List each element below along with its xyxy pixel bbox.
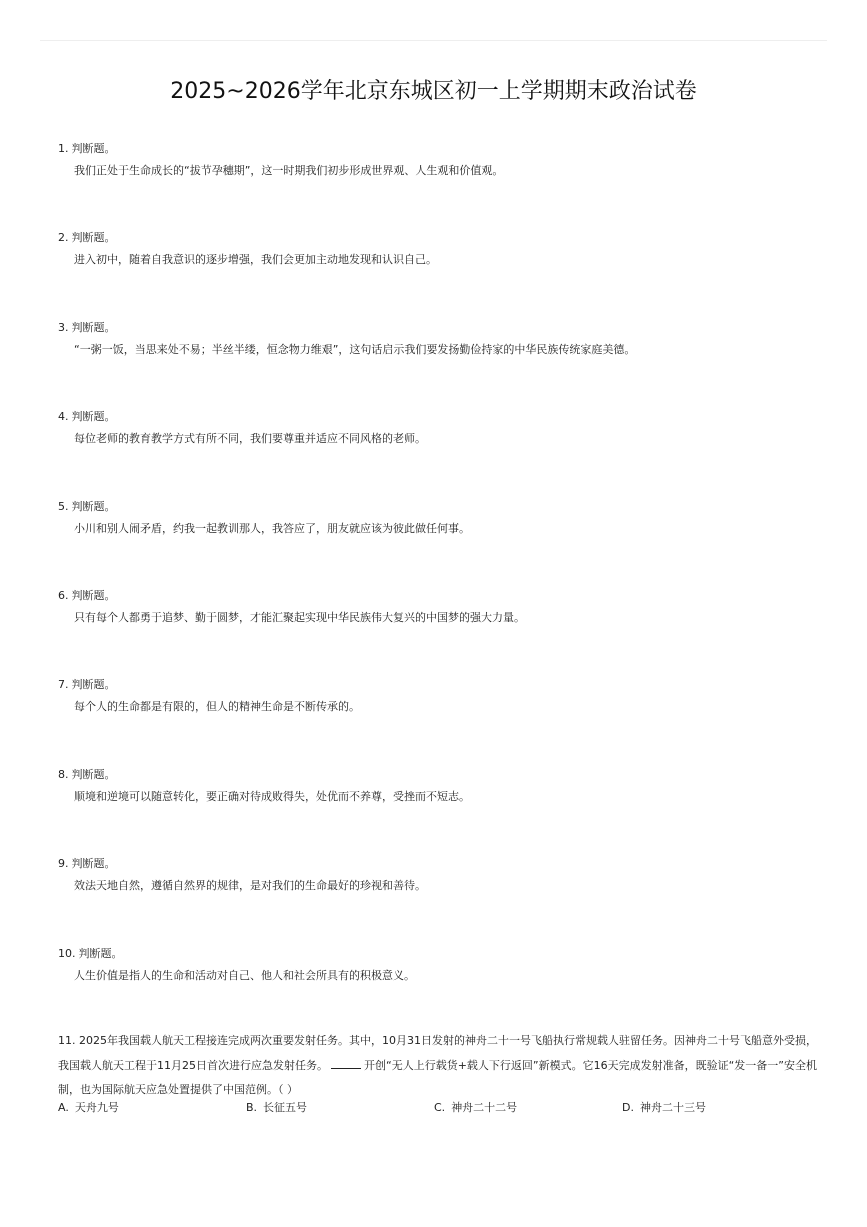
question-statement: 小川和别人闹矛盾，约我一起教训那人，我答应了，朋友就应该为彼此做任何事。 <box>74 522 470 535</box>
question-statement: 每位老师的教育教学方式有所不同，我们要尊重并适应不同风格的老师。 <box>74 432 426 445</box>
question-number: 10. <box>58 947 76 960</box>
question-header <box>58 855 116 871</box>
option-letter: A. <box>58 1101 69 1114</box>
question-number: 1. <box>58 142 69 155</box>
option-text: 神舟二十二号 <box>451 1101 518 1114</box>
question-type: 判断题。 <box>71 678 116 691</box>
question-statement: 进入初中，随着自我意识的逐步增强，我们会更加主动地发现和认识自己。 <box>74 253 437 266</box>
question-statement: “一粥一饭，当思来处不易；半丝半缕，恒念物力维艰”，这句话启示我们要发扬勤俭持家的中华民族传统家庭美德。 <box>74 343 636 356</box>
question-type: 判断题。 <box>71 231 116 244</box>
question-type: 判断题。 <box>71 857 116 870</box>
option-text: 神舟二十三号 <box>639 1101 706 1114</box>
question-number: 11. <box>58 1034 76 1047</box>
question-number: 8. <box>58 768 69 781</box>
question-number: 7. <box>58 678 69 691</box>
question-header <box>58 408 116 424</box>
top-divider <box>40 40 827 41</box>
options-row <box>58 1099 818 1119</box>
option-c[interactable] <box>434 1099 517 1115</box>
question-number: 9. <box>58 857 69 870</box>
option-text: 长征五号 <box>263 1101 308 1114</box>
question-11 <box>58 1029 818 1103</box>
question-statement: 每个人的生命都是有限的，但人的精神生命是不断传承的。 <box>74 700 360 713</box>
question-number: 2. <box>58 231 69 244</box>
question-statement: 我们正处于生命成长的“拔节孕穗期”，这一时期我们初步形成世界观、人生观和价值观。 <box>74 164 504 177</box>
question-number: 4. <box>58 410 69 423</box>
question-statement: 顺境和逆境可以随意转化，要正确对待成败得失，处优而不养尊，受挫而不短志。 <box>74 790 470 803</box>
question-header <box>58 498 116 514</box>
question-type: 判断题。 <box>71 410 116 423</box>
option-d[interactable] <box>622 1099 706 1115</box>
question-statement: 人生价值是指人的生命和活动对自己、他人和社会所具有的积极意义。 <box>74 969 415 982</box>
question-header <box>58 319 116 335</box>
question-number: 3. <box>58 321 69 334</box>
question-type: 判断题。 <box>71 589 116 602</box>
option-text: 天舟九号 <box>74 1101 119 1114</box>
question-header <box>58 140 116 156</box>
question-number: 6. <box>58 589 69 602</box>
answer-blank <box>331 1058 361 1069</box>
question-type: 判断题。 <box>71 321 116 334</box>
question-type: 判断题。 <box>71 142 116 155</box>
option-b[interactable] <box>246 1099 307 1115</box>
question-header <box>58 945 123 961</box>
question-header <box>58 766 116 782</box>
question-type: 判断题。 <box>78 947 123 960</box>
option-letter: D. <box>622 1101 634 1114</box>
question-type: 判断题。 <box>71 768 116 781</box>
page-title: 2025~2026学年北京东城区初一上学期期末政治试卷 <box>170 79 697 104</box>
option-letter: C. <box>434 1101 446 1114</box>
question-header <box>58 676 116 692</box>
question-header <box>58 587 116 603</box>
question-text-after: 开创“无人上行载货+载人下行返回”新模式。它16天完成发射准备，既验证“发一备一”安全机制，也为国际航天应急处置提供了中国范例。（ ） <box>58 1058 818 1096</box>
question-statement: 效法天地自然，遵循自然界的规律，是对我们的生命最好的珍视和善待。 <box>74 879 426 892</box>
question-number: 5. <box>58 500 69 513</box>
question-statement: 只有每个人都勇于追梦、勤于圆梦，才能汇聚起实现中华民族伟大复兴的中国梦的强大力量。 <box>74 611 525 624</box>
question-type: 判断题。 <box>71 500 116 513</box>
option-letter: B. <box>246 1101 258 1114</box>
question-text-before: 2025年我国载人航天工程接连完成两次重要发射任务。其中，10月31日发射的神舟二十一号飞船执行常规载人驻留任务。因神舟二十号飞船意外受损，我国载人航天工程于11月25日首次进行应急发射任务。 <box>58 1034 817 1072</box>
option-a[interactable] <box>58 1099 119 1115</box>
question-header <box>58 229 116 245</box>
